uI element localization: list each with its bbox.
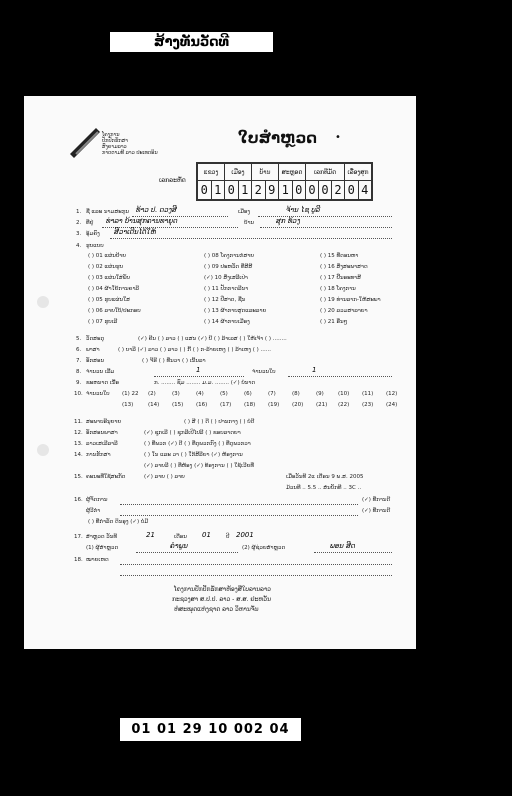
code-digit: 0: [225, 181, 239, 200]
storage-label: ການຮັກສາ: [86, 452, 111, 458]
language-options: ( ) ບາລີ (✓) ລາວ ( ) ລາວ ( ) ກ້ີ ( ) ກ-ລ້າຍເຫງ ( ) ລ້າເຫງ ( ) ......: [118, 347, 272, 353]
origin-options: ( ) ທີ່ພວກ (✓) ດີ ( ) ທີ່ດູພວກກົງ ( ) ທີ່ດູພວກວາ: [144, 441, 251, 447]
leaf-count-label: ຈຳນວນໃບ: [252, 369, 276, 375]
name-label: ຊື່ ແລະ ນາມສະກຸນ: [86, 209, 130, 215]
pages-cell: (13): [122, 402, 134, 408]
code-digit: 1: [279, 181, 293, 200]
pages-cell: (18): [244, 402, 256, 408]
manager-label: ຜູ້ຈັດການ: [86, 497, 108, 503]
form-title: ໃບສຳຫຼວດ: [238, 129, 317, 147]
item-number: 14.: [74, 452, 83, 458]
code-digit: 1: [211, 181, 225, 200]
punch-hole: [37, 444, 49, 456]
script-label: ອັກສອນ: [86, 358, 105, 364]
archive-title-label: ສ້າງທັນວັດທີ: [110, 32, 273, 52]
code-digit: 1: [238, 181, 252, 200]
code-digit: 0: [306, 181, 319, 200]
origin-label: ລາວເສເລີລາລີ: [86, 441, 118, 447]
dotted-line: [110, 238, 392, 239]
code-digit: 0: [292, 181, 306, 200]
size-values: ກ. ........ ຊົມ ........ ມ.ມ. ........ (✓) ບໍ່ນາດ: [154, 380, 256, 386]
signature-options: ( ) ທີ່ກຳລັດ ດິນອຸງ (✓) ບໍ່ມີ: [88, 519, 149, 525]
code-digit: 2: [332, 181, 345, 200]
item-number: 7.: [76, 358, 82, 364]
type-option: ( ) 05 ຮູບແຜ່ນໃສ: [88, 297, 130, 303]
organisation-header: [102, 132, 158, 156]
volume-count-label: ຈຳນວນ ເລີ້ມ: [86, 369, 115, 375]
item-number: 13.: [74, 441, 83, 447]
reference-code-label: 01 01 29 10 002 04: [120, 718, 301, 741]
pages-cell: (4): [196, 391, 204, 397]
assistant-value: ພອນ ສີດ: [330, 542, 356, 550]
storage-options: ( ) ໃນ ແລະ ວາ ( ) ໃກ້ສີລີຍາ (✓) ຫ້ອງການ: [144, 452, 243, 458]
survey-day: 21: [146, 531, 155, 539]
title-dot: •: [335, 132, 341, 143]
code-header: ບ້ານ: [252, 164, 279, 181]
project-logo-icon: [68, 124, 102, 158]
survey-form-page: [24, 96, 416, 649]
footer-line: ຫໍສະໝຸດແຫ່ງຊາດ ລາວ ວິຫານຈັນ: [174, 606, 259, 613]
footer-line: ໂຄງການປັກປັກຮັກສາຫ້ອງສີໃບລານລາວ: [174, 586, 271, 593]
leaf-count-value: 1: [312, 366, 317, 374]
dotted-line: [260, 227, 392, 228]
org-line: ໂຄງການ: [102, 132, 120, 138]
pages-cell: (2): [148, 391, 156, 397]
reviewer-option: (✓) ທີ່ການດີ: [362, 508, 391, 514]
code-digit: 0: [319, 181, 332, 200]
pages-cell: (23): [362, 402, 374, 408]
type-option: ( ) 21 ອື່ນໆ: [320, 319, 348, 325]
type-option: ( ) 14 ຜ້າກາບເມືອງ: [204, 319, 250, 325]
type-option: ( ) 18 ໂຄງການ: [320, 286, 356, 292]
dotted-line: [136, 552, 238, 553]
type-option: ( ) 15 ທີ່ດອນຫາ: [320, 253, 359, 259]
type-option: ( ) 09 ປະຫວັດ ທີ່ສີສີ: [204, 264, 253, 270]
microfilm-label: ຄະນະທີ່ໃຊ້ສະກັດ: [86, 474, 126, 480]
village-label: ບ້ານ: [244, 220, 255, 226]
code-header: ເມືອງ: [225, 164, 252, 181]
type-option: ( ) 13 ຜ້າກາບສູດແລະລາຍ: [204, 308, 267, 314]
item-number: 4.: [76, 243, 82, 249]
pages-cell: (15): [172, 402, 184, 408]
item-number: 2.: [76, 220, 82, 226]
item-number: 3.: [76, 231, 82, 237]
type-option: ( ) 06 ລາຍໃບ້/ປະກອບ: [88, 308, 141, 314]
survey-year: 2001: [236, 531, 254, 539]
dotted-line: [314, 552, 392, 553]
pages-cell: (11): [362, 391, 374, 397]
code-digit: 2: [252, 181, 266, 200]
item-number: 17.: [74, 534, 83, 540]
type-option: ( ) 20 ລວມສາລາຍາ: [320, 308, 368, 314]
item-number: 18.: [74, 557, 83, 563]
type-label: ຮູບແບບ: [86, 243, 104, 249]
condition-options: ( ) ສີ ( ) ດີ ( ) ປານກາງ ( ) ບໍ່ດີ: [184, 419, 255, 425]
pages-cell: (17): [220, 402, 232, 408]
address-label: ທີ່ຢູ່: [86, 220, 94, 226]
pages-cell: (19): [268, 402, 280, 408]
name-value: ທ້າວ ປ. ດວງສີ: [136, 206, 177, 214]
microfilm-options: (✓) ລາຍ ( ) ລາຍ: [144, 474, 185, 480]
type-option: ( ) 01 ແຜ່ນປ້າຍ: [88, 253, 127, 259]
condition-label: ສະພາບອີນຸຍາຍ: [86, 419, 122, 425]
pages-cell: (20): [292, 402, 304, 408]
code-header: ເລກທີມັດ: [306, 164, 345, 181]
pages-cell: (6): [244, 391, 252, 397]
volume-count-value: 1: [196, 366, 201, 374]
type-option: ( ) 03 ແຜ່ນໃສ່ພັບ: [88, 275, 130, 281]
code-digit: 0: [198, 181, 212, 200]
item-number: 11.: [74, 419, 83, 425]
survey-month: 01: [202, 531, 211, 539]
type-option: ( ) 08 ໂຄງການກໍສາຍ: [204, 253, 255, 259]
remarks-label: ໝາຍເຫດ: [86, 557, 109, 563]
language-label: ພາສາ: [86, 347, 100, 353]
type-option: ( ) 04 ຜ້າໃຍ້ການຄາລີ: [88, 286, 139, 292]
item-number: 6.: [76, 347, 82, 353]
dotted-line: [288, 376, 392, 377]
pages-cell: (14): [148, 402, 160, 408]
type-option: (✓) 10 ສິ່ງເສລີເປ່າ: [204, 275, 248, 281]
org-line: ສົງຄາມລາວ: [102, 144, 127, 150]
item-number: 1.: [76, 209, 82, 215]
surveyor-label: (1) ຜູ້ສຳຫຼວດ: [86, 545, 119, 551]
material-label: ວັດສະດຸ: [86, 336, 105, 342]
item-number: 16.: [74, 497, 83, 503]
type-option: ( ) 19 ທ່ານລາກ-ໃຫ້ສະພາ: [320, 297, 381, 303]
code-header: ເລື່ອງສຸກ: [345, 164, 372, 181]
code-label: ເລກລະຫັດ: [159, 177, 186, 184]
code-grid: [196, 162, 373, 201]
title-value: ສີວາເດີນໄດ້ໃຫ້: [114, 228, 157, 236]
item-number: 12.: [74, 430, 83, 436]
type-option: ( ) 16 ສິ່ງສະພາສາດ: [320, 264, 368, 270]
code-digit: 0: [345, 181, 359, 200]
material-options: (✓) ຄີນ ( ) ລາວ ( ) ແສນ (✓) ບີ ( ) ລ້າເລສ ( ) ໃຫ້ເຈ້າ ( ) ........: [138, 336, 287, 342]
code-digit: 4: [358, 181, 372, 200]
type-option: ( ) 07 ຮູບເລີ: [88, 319, 118, 325]
village-value: ສຸກ ທ້ວງ: [276, 217, 301, 225]
type-option: ( ) 11 ປັກກາດລີນາ: [204, 286, 249, 292]
dotted-line: [120, 575, 392, 576]
address-value: ທ່າລາ ບ້ານສຸກຄານທາຍຸດ: [106, 217, 178, 225]
pages-cell: (16): [196, 402, 208, 408]
district-value: ຈ້ານ ໄຊ ບູລີ: [286, 206, 321, 214]
item-number: 5.: [76, 336, 82, 342]
code-header: ສະຫຼອດ: [279, 164, 306, 181]
surveyor-value: ຄຳພູນ: [170, 542, 188, 550]
punch-hole: [37, 296, 49, 308]
item-number: 9.: [76, 380, 82, 386]
code-header: ແຂວງ: [198, 164, 225, 181]
pages-cell: (7): [268, 391, 276, 397]
survey-date-label: ສຳຫຼວດ ວັນທີ: [86, 534, 117, 540]
dotted-line: [120, 504, 358, 505]
footer-line: ກະຊວງສາ ສ.ປ.ປ. ລາວ - ສ.ສ. ຢະຫວັນ: [172, 596, 271, 603]
type-option: ( ) 02 ແຜ່ນຮູບ: [88, 264, 124, 270]
pages-cell: (24): [386, 402, 398, 408]
item-number: 15.: [74, 474, 83, 480]
type-option: ( ) 17 ປື້ນອະທາສີ: [320, 275, 361, 281]
pages-cell: (10): [338, 391, 350, 397]
year-label: ປີ: [226, 534, 230, 540]
item-number: 8.: [76, 369, 82, 375]
writing-label: ອັກສອນພາສາ: [86, 430, 118, 436]
assistant-label: (2) ຜູ້ຊ່ວຍສຳຫຼວດ: [242, 545, 286, 551]
pages-label: ຈຳນວນໃບ: [86, 391, 110, 397]
storage-options-2: (✓) ລາຍລີ ( ) ທີ່ຫ້ອງ (✓) ທ້ອງການ ( ) ໃຊ້ເວີຍທີ່: [144, 463, 254, 469]
pages-cell: (5): [220, 391, 228, 397]
month-label: ເດືອນ: [174, 534, 187, 540]
manager-option: (✓) ທີ່ການດີ: [362, 497, 391, 503]
item-number: 10.: [74, 391, 83, 397]
pages-cell: (1) 22: [122, 391, 139, 397]
dotted-line: [120, 515, 358, 516]
script-options: ( ) ຈີຣີ ( ) ທີ່ນວາ ( ) ເນິ້ນລາ: [142, 358, 206, 364]
pages-cell: (8): [292, 391, 300, 397]
dotted-line: [120, 564, 392, 565]
org-line: ປັກປັກຮັກສາ: [102, 138, 128, 144]
code-digit: 9: [265, 181, 279, 200]
pages-cell: (9): [316, 391, 324, 397]
writing-options: (✓) ຊຸກເລີ ( ) ຊຸກລີເປີໄປລີ ( ) ຂອບລາດຍາ: [144, 430, 241, 436]
org-line: ກາດຕາມທີ ລາວ ປະເທດອິນ: [102, 150, 158, 156]
pages-cell: (22): [338, 402, 350, 408]
pages-cell: (21): [316, 402, 328, 408]
reviewer-label: ຜູ້ວີກຳ: [86, 508, 101, 514]
dotted-line: [154, 376, 244, 377]
pages-cell: (12): [386, 391, 398, 397]
type-option: ( ) 12 ປີ່ສາດ, ຊື່ນ: [204, 297, 246, 303]
title-label: ອຸ້ມຄົງ: [86, 231, 100, 237]
microfilm-reel: ມ້ວນທີ .. 5.5 .. ສໍນບັກທີ .. 3C ..: [286, 485, 362, 491]
district-label: ເມືອງ: [238, 209, 251, 215]
pages-cell: (3): [172, 391, 180, 397]
size-label: ຂະຫນາດ ເນື້ອ: [86, 380, 119, 386]
microfilm-date: ເມື່ອວັນທີ 2ແ ເດືອນ 9 ພ.ສ. 2005: [286, 474, 364, 480]
